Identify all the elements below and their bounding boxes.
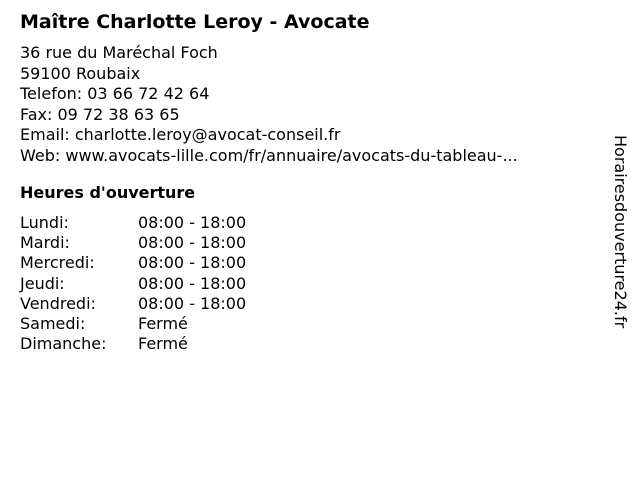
day-hours: 08:00 - 18:00 bbox=[138, 253, 247, 273]
hours-heading: Heures d'ouverture bbox=[20, 183, 196, 202]
phone-line: Telefon: 03 66 72 42 64 bbox=[20, 84, 210, 103]
day-label: Mardi: bbox=[20, 233, 70, 253]
day-hours: 08:00 - 18:00 bbox=[138, 233, 247, 253]
hours-row-monday bbox=[20, 213, 340, 233]
day-label: Dimanche: bbox=[20, 334, 107, 354]
hours-row-saturday bbox=[20, 314, 340, 334]
hours-table bbox=[20, 213, 340, 354]
day-label: Mercredi: bbox=[20, 253, 95, 273]
day-hours: Fermé bbox=[138, 313, 188, 333]
hours-row-friday bbox=[20, 294, 340, 314]
hours-row-wednesday bbox=[20, 253, 340, 273]
address-city: 59100 Roubaix bbox=[20, 63, 141, 83]
day-hours: 08:00 - 18:00 bbox=[138, 293, 247, 313]
day-label: Lundi: bbox=[20, 213, 69, 232]
day-hours: 08:00 - 18:00 bbox=[138, 273, 247, 293]
fax-line: Fax: 09 72 38 63 65 bbox=[20, 104, 180, 124]
address-street: 36 rue du Maréchal Foch bbox=[20, 43, 218, 62]
contact-block bbox=[20, 43, 518, 166]
web-line: Web: www.avocats-lille.com/fr/annuaire/avocats-du-tableau-... bbox=[20, 145, 518, 165]
hours-row-tuesday bbox=[20, 233, 340, 253]
hours-row-thursday bbox=[20, 274, 340, 294]
day-label: Vendredi: bbox=[20, 293, 96, 313]
email-line: Email: charlotte.leroy@avocat-conseil.fr bbox=[20, 125, 341, 144]
day-hours: Fermé bbox=[138, 334, 188, 354]
page-title: Maître Charlotte Leroy - Avocate bbox=[20, 11, 370, 33]
day-label: Samedi: bbox=[20, 313, 86, 333]
day-hours: 08:00 - 18:00 bbox=[138, 213, 247, 232]
site-watermark: Horairesdouverture24.fr bbox=[611, 135, 630, 329]
hours-row-sunday bbox=[20, 334, 340, 354]
day-label: Jeudi: bbox=[20, 273, 65, 293]
